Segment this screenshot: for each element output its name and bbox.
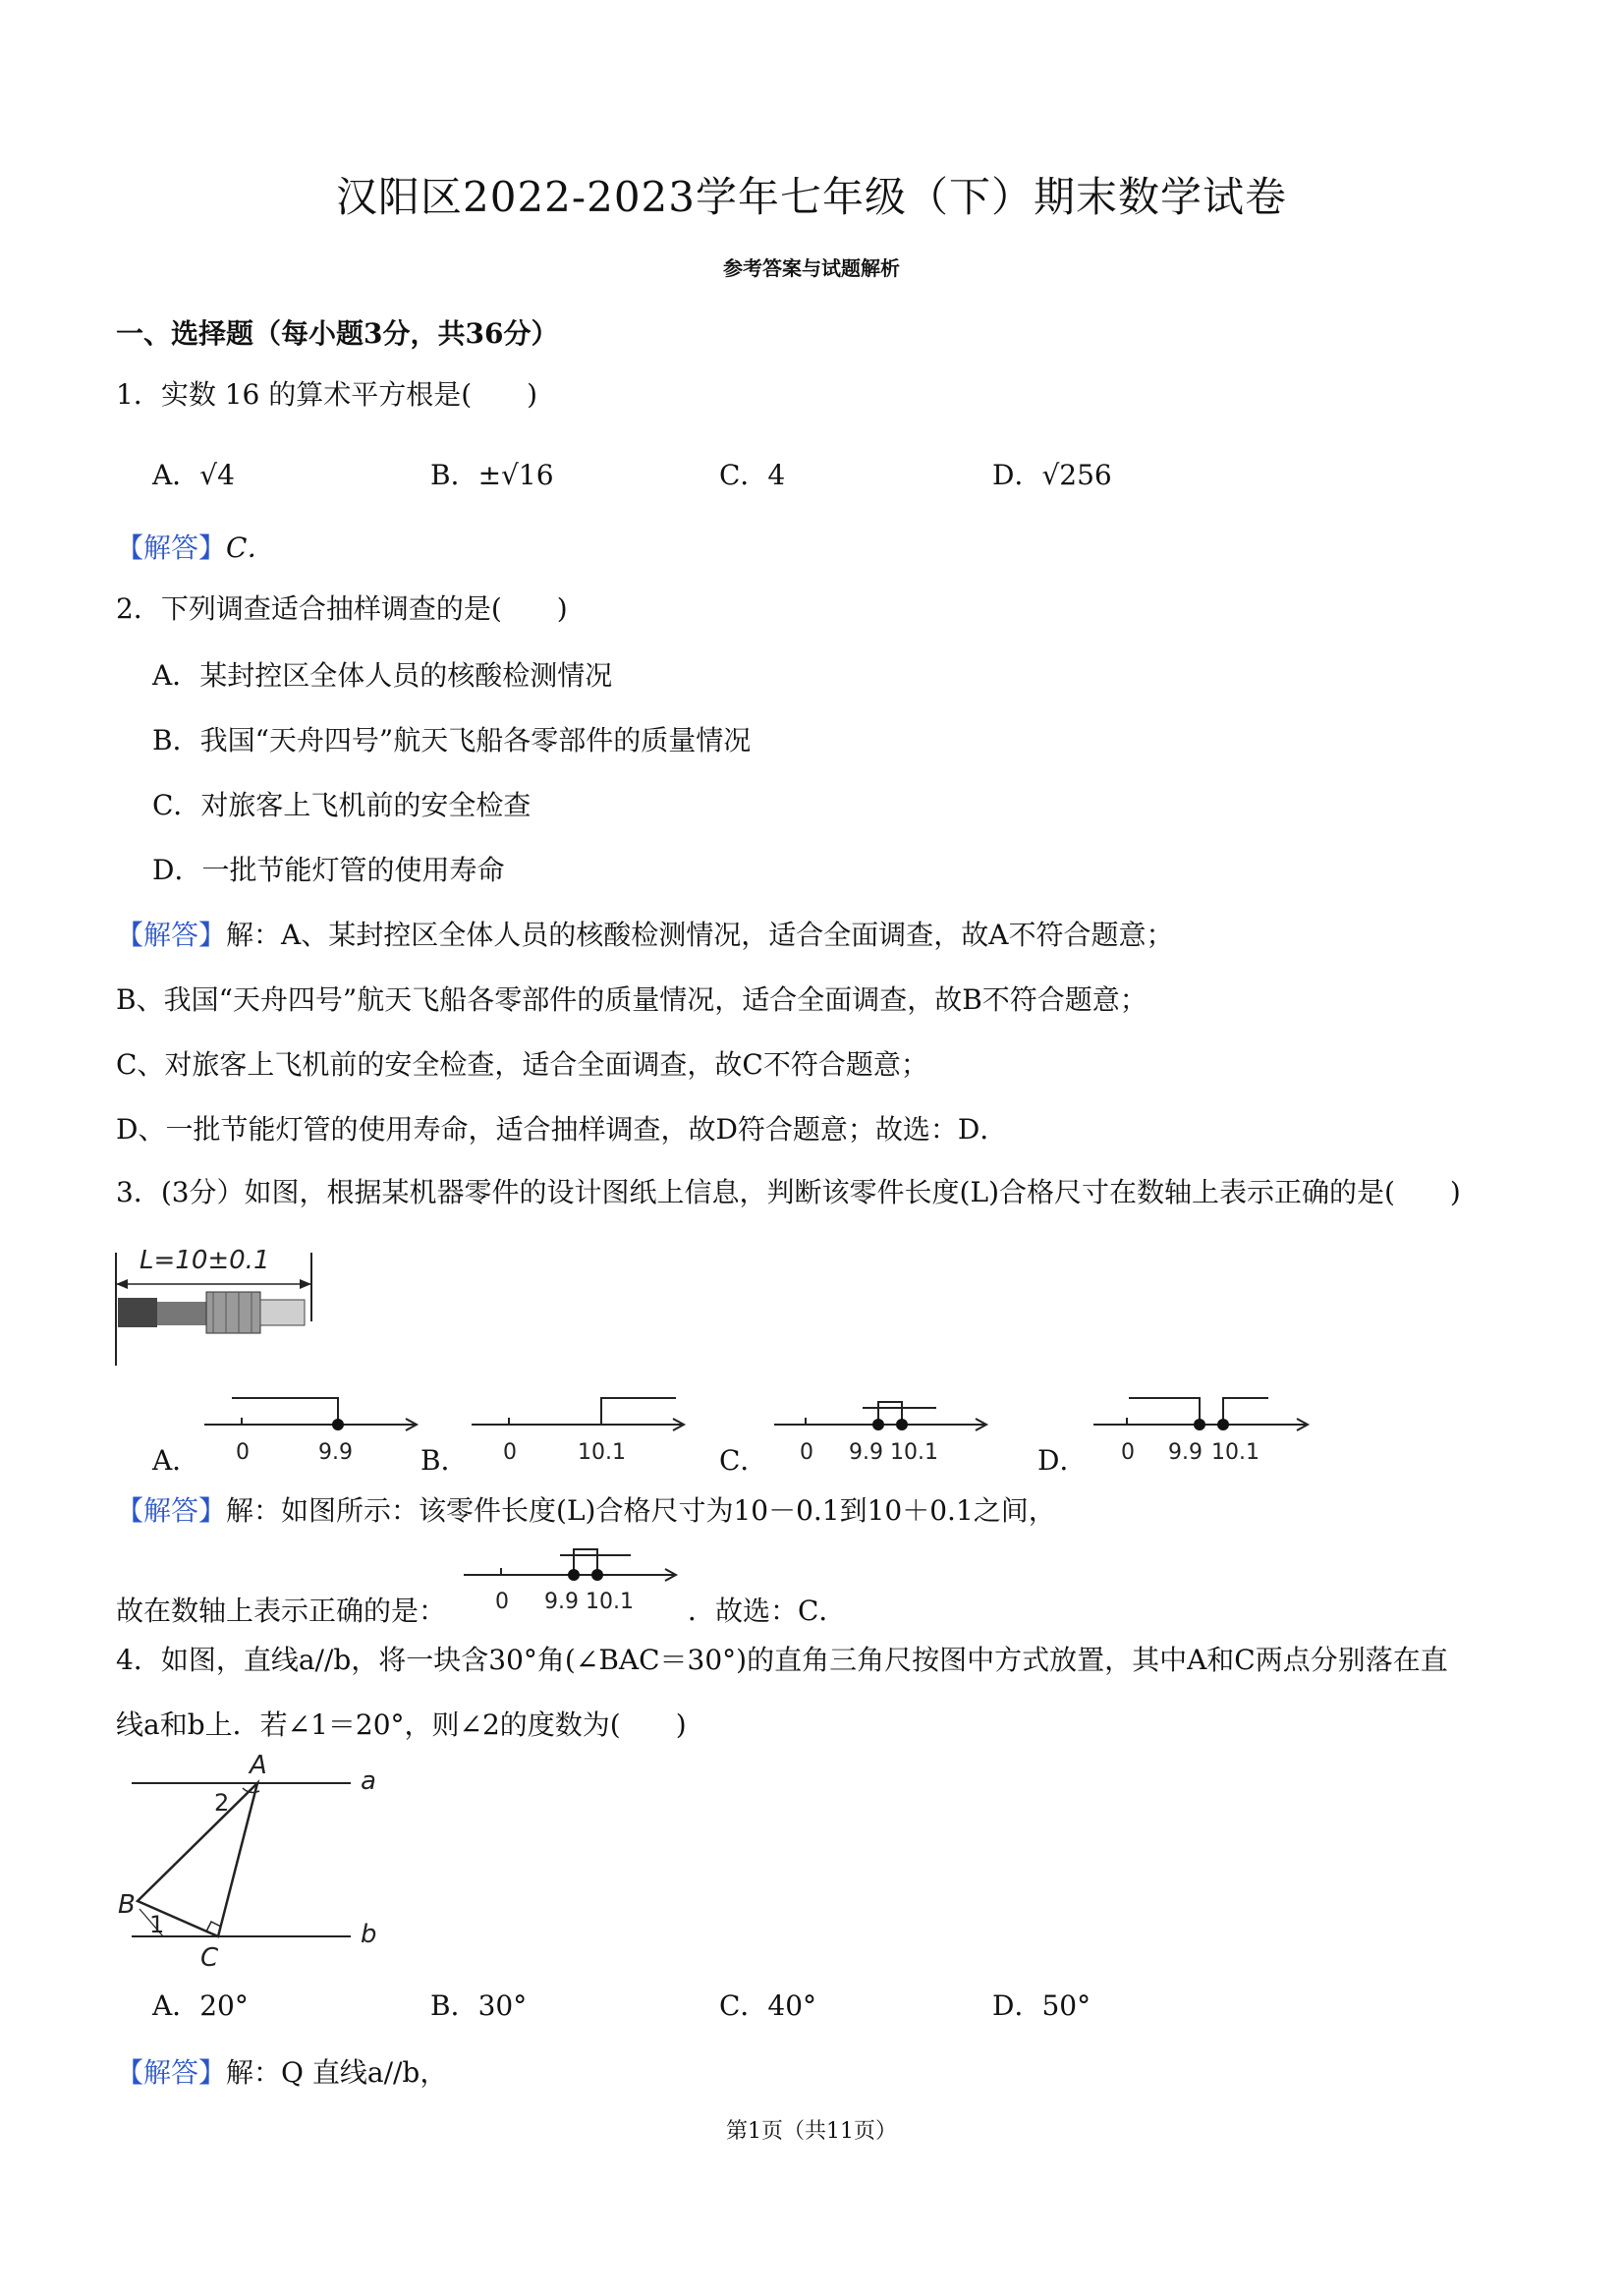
axis-b-label-0: 0 [503,1440,517,1465]
q1-option-c: C．4 [719,459,786,491]
q4-answer-text: 解：Q 直线a//b， [226,2056,448,2089]
figure-angle-1: 1 [149,1911,165,1938]
figure-line-a: a [361,1766,376,1796]
q2-option-c: C．对旅客上飞机前的安全检查 [152,789,532,821]
page-title: 汉阳区2022-2023学年七年级（下）期末数学试卷 [336,173,1287,221]
figure-point-b: B [118,1890,136,1920]
answer-number-line [454,1528,690,1616]
q1-stem: 1．实数 16 的算术平方根是( ) [116,378,538,411]
axis-d-label-10-1: 10.1 [1211,1440,1259,1465]
number-line-d [1086,1390,1321,1469]
q2-option-a: A．某封控区全体人员的核酸检测情况 [152,659,613,692]
q3-option-c-letter: C． [719,1444,768,1477]
q3-option-d-letter: D． [1037,1444,1088,1477]
axis-d-label-0: 0 [1121,1440,1135,1465]
q3-answer-tag: 【解答】 [116,1494,227,1527]
q2-answer-line-1 [116,914,1173,953]
answer-axis-label-0: 0 [495,1590,509,1614]
axis-c-label-9-9: 9.9 [849,1440,883,1465]
page-subtitle: 参考答案与试题解析 [723,256,900,280]
section-heading: 一、选择题（每小题3分，共36分） [116,317,559,350]
q1-option-b: B．±√16 [430,459,554,491]
figure-angle-2: 2 [214,1789,230,1817]
q2-answer-line-4: D、一批节能灯管的使用寿命，适合抽样调查，故D符合题意；故选：D． [116,1113,1008,1146]
q3-option-b-letter: B． [420,1444,469,1477]
q2-answer-tag: 【解答】 [116,919,227,951]
q4-option-a: A．20° [152,1989,249,2022]
q4-option-d: D．50° [992,1989,1091,2022]
answer-axis-label-9-9: 9.9 [544,1590,579,1614]
axis-a-label-0: 0 [236,1440,250,1465]
figure-line-b: b [361,1920,377,1949]
q3-stem: 3．(3分）如图，根据某机器零件的设计图纸上信息，判断该零件长度(L)合格尺寸在数轴上表示正确的是( ) [116,1176,1461,1208]
q4-answer-tag: 【解答】 [116,2056,227,2089]
q1-option-a: A．√4 [152,459,235,491]
q2-option-b: B．我国“天舟四号”航天飞船各零部件的质量情况 [152,724,752,756]
number-line-b [462,1390,698,1469]
figure-point-c: C [200,1943,219,1973]
axis-c-label-0: 0 [800,1440,813,1465]
q2-option-d: D．一批节能灯管的使用寿命 [152,854,505,886]
q2-answer-text-1: 解：A、某封控区全体人员的核酸检测情况，适合全面调查，故A不符合题意； [226,919,1174,951]
axis-b-label-10-1: 10.1 [578,1440,626,1465]
number-line-c [764,1390,1000,1469]
q4-stem-line-2: 线a和b上．若∠1＝20°，则∠2的度数为( ) [116,1708,687,1741]
spark-plug-figure [110,1233,326,1371]
q1-option-d: D．√256 [992,459,1112,491]
q3-answer-line-2b: ．故选：C． [688,1595,847,1627]
axis-a-label-9-9: 9.9 [318,1440,353,1465]
q4-option-b: B．30° [430,1989,528,2022]
q2-answer-line-3: C、对旅客上飞机前的安全检查，适合全面调查，故C不符合题意； [116,1048,928,1081]
figure-dimension-label: L=10±0.1 [140,1246,270,1275]
q3-answer-line-1 [116,1489,1056,1529]
q2-answer-line-2: B、我国“天舟四号”航天飞船各零部件的质量情况，适合全面调查，故B不符合题意； [116,983,1147,1016]
axis-c-label-10-1: 10.1 [890,1440,938,1465]
q1-answer-text: C． [226,532,275,564]
answer-axis-label-10-1: 10.1 [586,1590,634,1614]
q2-stem: 2．下列调查适合抽样调查的是( ) [116,592,568,625]
q4-answer [116,2051,447,2091]
page-footer: 第1页（共11页） [726,2119,897,2144]
q3-option-a-letter: A． [152,1444,200,1477]
figure-point-a: A [250,1751,267,1780]
q1-answer [116,527,274,566]
number-line-a [195,1390,430,1469]
q3-answer-text-1: 解：如图所示：该零件长度(L)合格尺寸为10－0.1到10＋0.1之间， [226,1494,1056,1527]
q3-answer-line-2a: 故在数轴上表示正确的是： [116,1595,447,1627]
triangle-parallel-lines-figure [110,1744,395,1975]
axis-d-label-9-9: 9.9 [1168,1440,1203,1465]
q4-option-c: C．40° [719,1989,817,2022]
q1-answer-tag: 【解答】 [116,532,227,564]
q4-stem-line-1: 4．如图，直线a//b，将一块含30°角(∠BAC＝30°)的直角三角尺按图中方式放置，其中A和C两点分别落在直 [116,1644,1448,1676]
